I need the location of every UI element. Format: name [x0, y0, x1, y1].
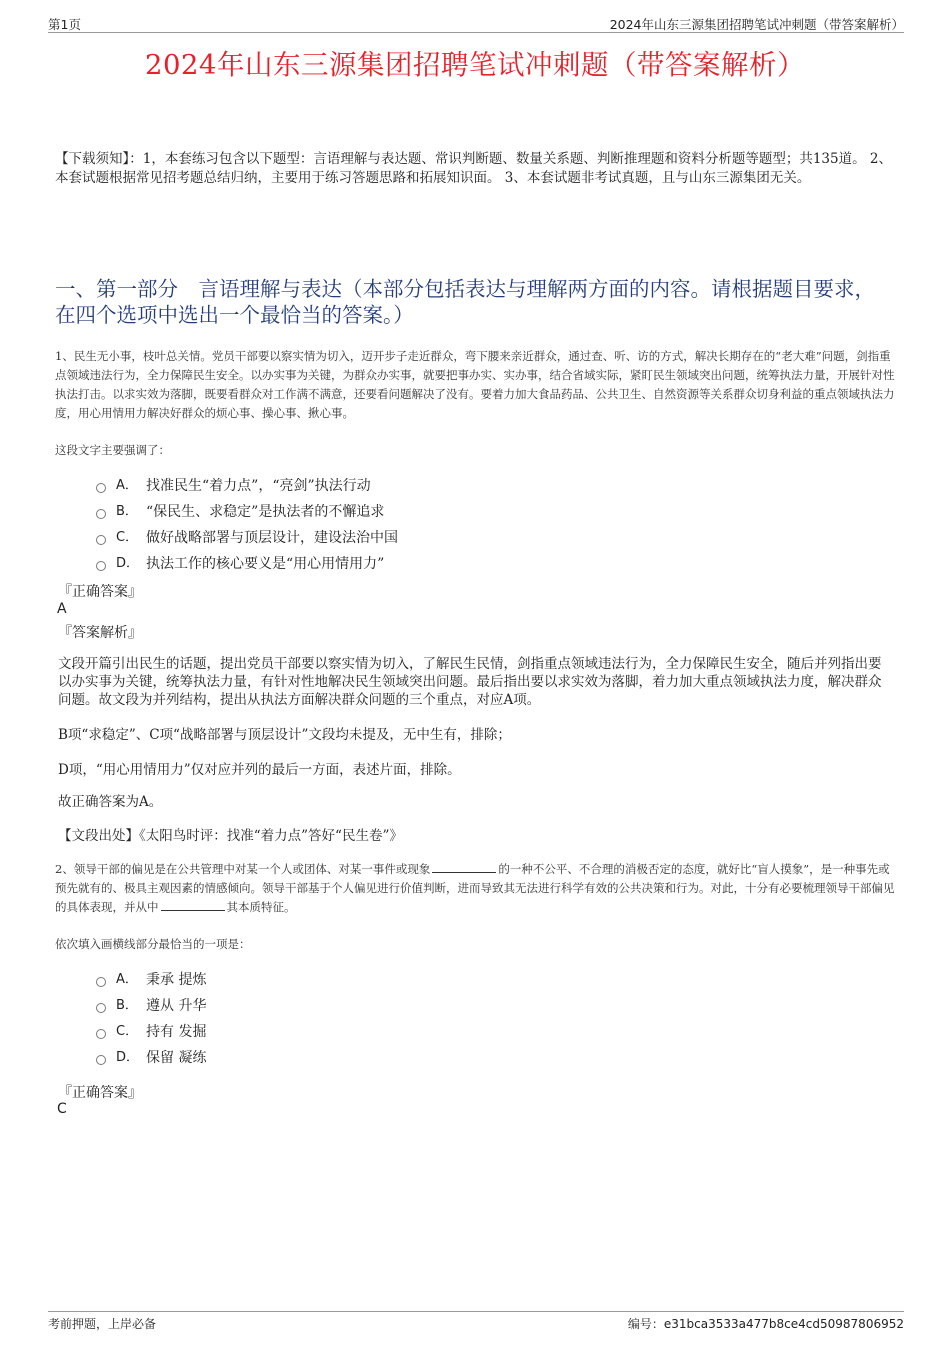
option-letter: B． [116, 998, 138, 1013]
q2-options [96, 967, 206, 1071]
q2-option-c[interactable] [96, 1019, 206, 1045]
header-doc-title: 2024年山东三源集团招聘笔试冲刺题（带答案解析） [609, 17, 904, 32]
fill-blank [432, 862, 496, 873]
radio-icon[interactable] [96, 535, 106, 545]
footer-slogan: 考前押题，上岸必备 [48, 1317, 157, 1331]
q1-option-c[interactable] [96, 525, 398, 551]
option-letter: C． [116, 1024, 139, 1039]
radio-icon[interactable] [96, 1055, 106, 1065]
q1-stem: 这段文字主要强调了： [55, 443, 170, 457]
option-text: 秉承 提炼 [146, 972, 207, 988]
q2-text-b: 的一种不公平、不合理的消极否定的态度，就好比“盲人摸象”，是一种事先或预先就有的、极具主观因素的情感倾向。领导干部基于个人偏见进行价值判断，进而导致其无法进行科学有效的公共决策和行为。对此，十分有必要梳理领导干部偏见的具体表现，并从中 [55, 862, 895, 914]
q1-analysis-3: D项，“用心用情用力”仅对应并列的最后一方面，表述片面，排除。 [58, 762, 461, 778]
q1-analysis-2: B项“求稳定”、C项“战略部署与顶层设计”文段均未提及，无中生有，排除； [58, 727, 511, 743]
section-heading: 一、第一部分 言语理解与表达（本部分包括表达与理解两方面的内容。请根据题目要求，在四个选项中选出一个最恰当的答案。） [55, 277, 875, 327]
option-text: “保民生、求稳定”是执法者的不懈追求 [146, 504, 385, 520]
option-letter: D． [116, 1050, 140, 1065]
q2-option-b[interactable] [96, 993, 206, 1019]
option-letter: D． [116, 556, 140, 571]
q2-option-d[interactable] [96, 1045, 206, 1071]
q2-stem: 依次填入画横线部分最恰当的一项是： [55, 937, 251, 951]
radio-icon[interactable] [96, 1029, 106, 1039]
page-number: 第1页 [48, 17, 81, 32]
document-title: 2024年山东三源集团招聘笔试冲刺题（带答案解析） [145, 49, 805, 81]
footer-doc-id: 编号：e31bca3533a477b8ce4cd50987806952 [627, 1317, 904, 1331]
q1-answer-label: 『正确答案』 [58, 584, 142, 600]
option-letter: A． [116, 478, 138, 493]
q1-option-a[interactable] [96, 473, 398, 499]
q1-source: 【文段出处】《太阳鸟时评：找准“着力点”答好“民生卷”》 [58, 828, 403, 844]
option-letter: B． [116, 504, 138, 519]
option-text: 找准民生“着力点”，“亮剑”执法行动 [146, 478, 371, 494]
option-text: 持有 发掘 [146, 1024, 207, 1040]
q2-text-a: 2、领导干部的偏见是在公共管理中对某一个人或团体、对某一事件或现象 [55, 862, 431, 876]
option-letter: C． [116, 530, 139, 545]
q2-passage [55, 860, 900, 917]
q1-analysis-4: 故正确答案为A。 [58, 794, 163, 810]
q1-options [96, 473, 398, 577]
download-notice: 【下载须知】：1，本套练习包含以下题型：言语理解与表达题、常识判断题、数量关系题、判断推理题和资料分析题等题型；共135道。 2、本套试题根据常见招考题总结归纳，主要用于练习答题思路和拓展知识面。 3、本套试题非考试真题，且与山东三源集团无关。 [55, 151, 892, 186]
q1-option-b[interactable] [96, 499, 398, 525]
option-letter: A． [116, 972, 138, 987]
radio-icon[interactable] [96, 509, 106, 519]
page-header [48, 14, 904, 33]
radio-icon[interactable] [96, 561, 106, 571]
radio-icon[interactable] [96, 483, 106, 493]
option-text: 做好战略部署与顶层设计，建设法治中国 [146, 530, 398, 546]
option-text: 遵从 升华 [146, 998, 207, 1014]
q2-answer: C [57, 1101, 67, 1117]
q1-option-d[interactable] [96, 551, 398, 577]
q1-analysis-label: 『答案解析』 [58, 625, 142, 641]
q1-answer: A [57, 601, 67, 617]
page-footer [48, 1311, 904, 1331]
option-text: 保留 凝练 [146, 1050, 207, 1066]
q1-passage: 1、民生无小事，枝叶总关情。党员干部要以察实情为切入，迈开步子走近群众，弯下腰来亲近群众，通过查、听、访的方式，解决长期存在的“老大难”问题，剑指重点领域违法行为，全力保障民生安全。以办实事为关键，为群众办实事，就要把事办实、实办事，结合省域实际，紧盯民生领域突出问题，统筹执法力量，开展针对性执法打击。以求实效为落脚，既要看群众对工作满不满意，还要看问题解决了没有。要着力加大食品药品、公共卫生、自然资源等关系群众切身利益的重点领域执法力度，用心用情用力解决好群众的烦心事、操心事、揪心事。 [55, 349, 895, 420]
fill-blank [161, 900, 225, 911]
q2-text-c: 其本质特征。 [226, 900, 296, 914]
q2-answer-label: 『正确答案』 [58, 1085, 142, 1101]
q2-option-a[interactable] [96, 967, 206, 993]
option-text: 执法工作的核心要义是“用心用情用力” [146, 556, 385, 572]
q1-analysis-1: 文段开篇引出民生的话题，提出党员干部要以察实情为切入，了解民生民情，剑指重点领域违法行为，全力保障民生安全，随后并列指出要以办实事为关键，统筹执法力量，有针对性地解决民生领域突出问题。最后指出要以求实效为落脚，着力加大重点领域执法力度，解决群众问题。故文段为并列结构，提出从执法方面解决群众问题的三个重点，对应A项。 [58, 656, 882, 708]
radio-icon[interactable] [96, 1003, 106, 1013]
radio-icon[interactable] [96, 977, 106, 987]
